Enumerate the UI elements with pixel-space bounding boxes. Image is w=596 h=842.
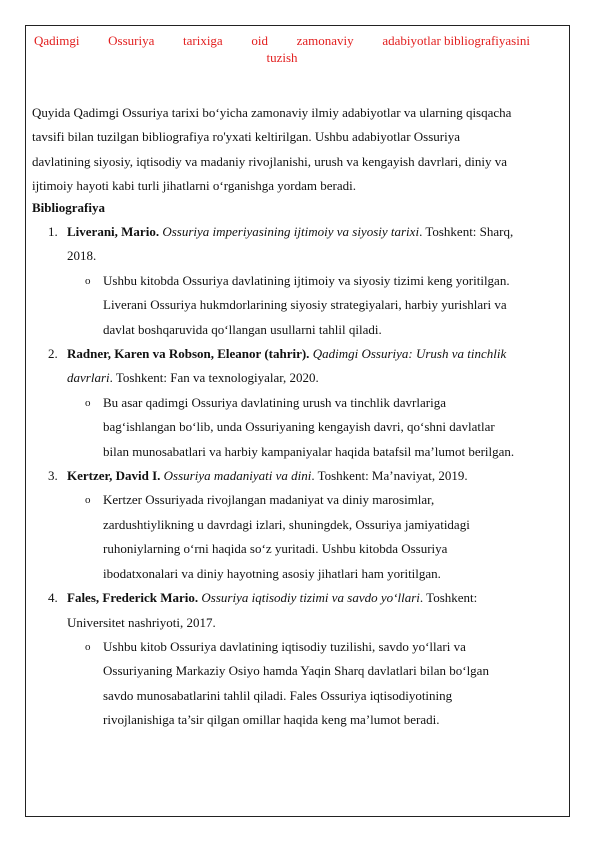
entry-note-text: Ushbu kitobda Ossuriya davlatining ijtimoiy va siyosiy tizimi keng yoritilgan. Liverani Ossuriya hukmdorlarining siyosiy strategiyalari, harbiy yurishlari va davlat boshqaruvida qo‘llangan usullarni tahlil qiladi. <box>103 272 510 337</box>
bibliography-heading: Bibliografiya <box>32 200 105 215</box>
entry-note <box>67 488 522 586</box>
title-word: Qadimgi <box>34 33 80 48</box>
entry-author: Kertzer, David I. <box>67 468 161 484</box>
entry-note <box>67 269 522 342</box>
title-word: oid <box>251 33 268 48</box>
entry-number: 2. <box>48 346 58 362</box>
entry-author: Radner, Karen va Robson, Eleanor (tahrir). <box>67 346 310 362</box>
entry-note <box>67 391 522 464</box>
entry-number: 3. <box>48 468 58 484</box>
bullet-icon: o <box>85 274 91 287</box>
bibliography-entry <box>32 586 522 732</box>
entry-title: Ossuriya iqtisodiy tizimi va savdo yo‘llari <box>201 590 420 606</box>
title-line-2: tuzish <box>266 50 298 65</box>
entry-publication: . Toshkent: Fan va texnologiyalar, 2020. <box>109 370 319 386</box>
entry-note-text: Ushbu kitob Ossuriya davlatining iqtisodiy tuzilishi, savdo yo‘llari va Ossuriyaning Markaziy Osiyo hamda Yaqin Sharq davlatlari bilan bo‘lgan savdo munosabatlarini tahlil qiladi. Fales Ossuriya iqtisodiyotining rivojlanishiga ta’sir qilgan omillar haqida keng ma’lumot beradi. <box>103 638 489 728</box>
bibliography-entry <box>32 464 522 586</box>
document-title <box>34 32 530 66</box>
title-word: adabiyotlar bibliografiyasini <box>382 33 530 48</box>
entry-publication: . Toshkent: Universitet nashriyoti, 2017. <box>67 590 478 630</box>
entry-note-text: Kertzer Ossuriyada rivojlangan madaniyat va diniy marosimlar, zardushtiylikning u davrdagi izlari, shuningdek, Ossuriya jamiyatidagi ruhoniylarning o‘rni haqida so‘z yuritadi. Ushbu kitobda Ossuriya ibodatxonalari va diniy hayotning asosiy jihatlari ham yoritilgan. <box>103 492 470 581</box>
entry-number: 1. <box>48 224 58 239</box>
bibliography-entry <box>32 220 522 342</box>
entry-author: Liverani, Mario. <box>67 224 160 239</box>
entry-author: Fales, Frederick Mario. <box>67 590 199 606</box>
bullet-icon: o <box>85 640 91 653</box>
intro-paragraph: Quyida Qadimgi Ossuriya tarixi bo‘yicha zamonaviy ilmiy adabiyotlar va ularning qisqacha tavsifi bilan tuzilgan bibliografiya ro'yxati keltirilgan. Ushbu adabiyotlar Ossuriya davlatining siyosiy, iqtisodiy va madaniy rivojlanishi, urush va kengayish davrlari, diniy va ijtimoiy hayoti kabi turli jihatlarni o‘rganishga yordam beradi. <box>32 105 512 194</box>
bibliography-list <box>32 220 522 733</box>
entry-title: Ossuriya madaniyati va dini <box>163 468 312 484</box>
entry-title: Ossuriya imperiyasining ijtimoiy va siyosiy tarixi <box>162 224 420 239</box>
entry-note-text: Bu asar qadimgi Ossuriya davlatining urush va tinchlik davrlariga bag‘ishlangan bo‘lib, unda Ossuriyaning kengayish davri, qo‘shni davlatlar bilan munosabatlari va harbiy kampaniyalar haqida batafsil ma’lumot berilgan. <box>103 394 515 459</box>
title-word: Ossuriya <box>108 33 155 48</box>
bibliography-entry <box>32 342 522 464</box>
bullet-icon: o <box>85 396 91 409</box>
entry-publication: . Toshkent: Sharq, 2018. <box>67 224 514 264</box>
title-word: zamonaviy <box>296 33 354 48</box>
entry-publication: . Toshkent: Ma’naviyat, 2019. <box>311 468 468 484</box>
entry-note <box>67 635 522 733</box>
entry-number: 4. <box>48 590 58 606</box>
entry-title: Qadimgi Ossuriya: Urush va tinchlik davrlari <box>67 346 507 386</box>
title-word: tarixiga <box>183 33 223 48</box>
bullet-icon: o <box>85 494 91 507</box>
